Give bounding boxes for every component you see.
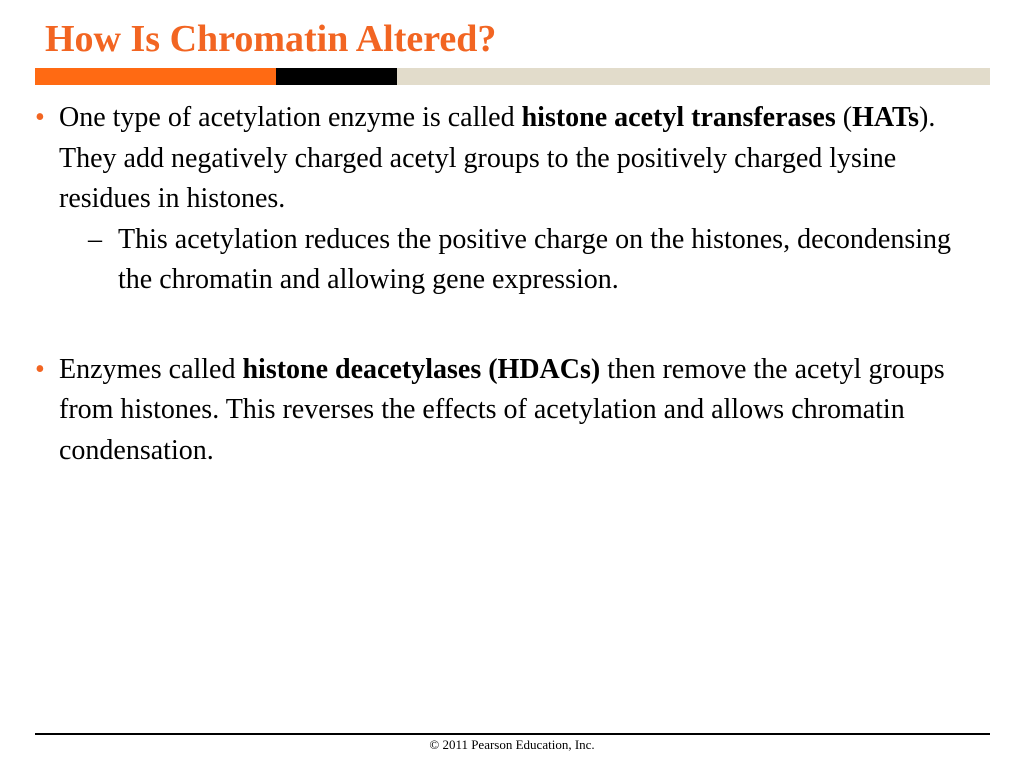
bullet-text: One type of acetylation enzyme is called: [59, 102, 522, 133]
bullet-bold-term: histone deacetylases (HDACs): [242, 353, 601, 385]
accent-bar-orange: [35, 68, 276, 85]
bullet-text: Enzymes called: [59, 353, 243, 385]
sub-bullet-item: [35, 220, 990, 301]
bullet-item: [35, 350, 990, 472]
footer-divider: [35, 733, 990, 735]
bullet-text: (: [835, 102, 853, 133]
bullet-bold-term: histone acetyl transferases: [521, 102, 836, 133]
bullet-bold-term: HATs: [852, 102, 920, 133]
copyright-footer: © 2011 Pearson Education, Inc.: [429, 737, 595, 752]
bullet-item: [35, 98, 990, 220]
sub-bullet-text: This acetylation reduces the positive charge on the histones, decondensing the chromatin and allowing gene expression.: [118, 223, 952, 295]
slide-title: How Is Chromatin Altered?: [45, 18, 497, 60]
accent-bar-beige: [397, 68, 990, 85]
bullet-marker: •: [35, 353, 45, 385]
bullet-text: ). They add negatively charged acetyl groups to the positively charged lysine residues in histones.: [59, 102, 936, 214]
accent-bar-black: [276, 68, 397, 85]
slide-body: [35, 98, 990, 471]
bullet-marker: •: [35, 102, 45, 133]
bullet-text: then remove the acetyl groups from histones. This reverses the effects of acetylation and allows chromatin condensation.: [59, 353, 945, 466]
sub-bullet-marker: –: [88, 223, 102, 255]
